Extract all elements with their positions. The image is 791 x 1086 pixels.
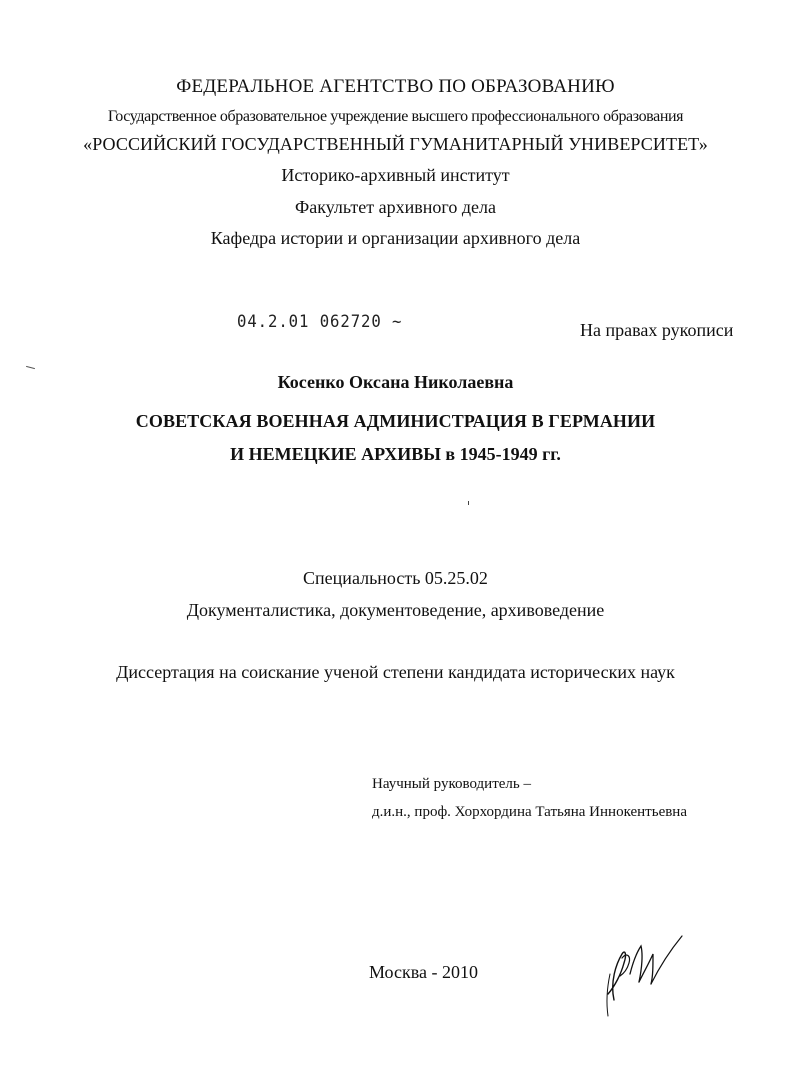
margin-mark: [26, 366, 35, 369]
dissertation-title-line-1: СОВЕТСКАЯ ВОЕННАЯ АДМИНИСТРАЦИЯ В ГЕРМАНИИ: [135, 411, 656, 431]
city-year: Москва - 2010: [369, 962, 478, 982]
registration-stamp: 04.2.01 062720 ~: [237, 312, 403, 332]
university-name: «РОССИЙСКИЙ ГОСУДАРСТВЕННЫЙ ГУМАНИТАРНЫЙ УНИВЕРСИТЕТ»: [83, 134, 708, 154]
scan-mark: [468, 501, 469, 505]
specialty-code: Специальность 05.25.02: [303, 568, 488, 588]
specialty-field: Документалистика, документоведение, архивоведение: [186, 600, 605, 620]
supervisor-label: Научный руководитель –: [372, 776, 531, 792]
degree-statement: Диссертация на соискание ученой степени кандидата исторических наук: [116, 662, 675, 682]
department-name: Кафедра истории и организации архивного дела: [210, 228, 581, 248]
dissertation-title-line-2: И НЕМЕЦКИЕ АРХИВЫ в 1945-1949 гг.: [230, 444, 561, 464]
agency-heading: ФЕДЕРАЛЬНОЕ АГЕНТСТВО ПО ОБРАЗОВАНИЮ: [176, 76, 615, 97]
handwritten-signature-icon: [596, 930, 686, 1018]
faculty-name: Факультет архивного дела: [295, 197, 496, 217]
rights-note: На правах рукописи: [580, 320, 734, 340]
institution-type: Государственное образовательное учреждение высшего профессионального образования: [107, 108, 684, 125]
supervisor-name: д.и.н., проф. Хорхордина Татьяна Иннокентьевна: [372, 804, 687, 820]
author-name: Косенко Оксана Николаевна: [277, 372, 514, 392]
institute-name: Историко-архивный институт: [281, 165, 510, 185]
